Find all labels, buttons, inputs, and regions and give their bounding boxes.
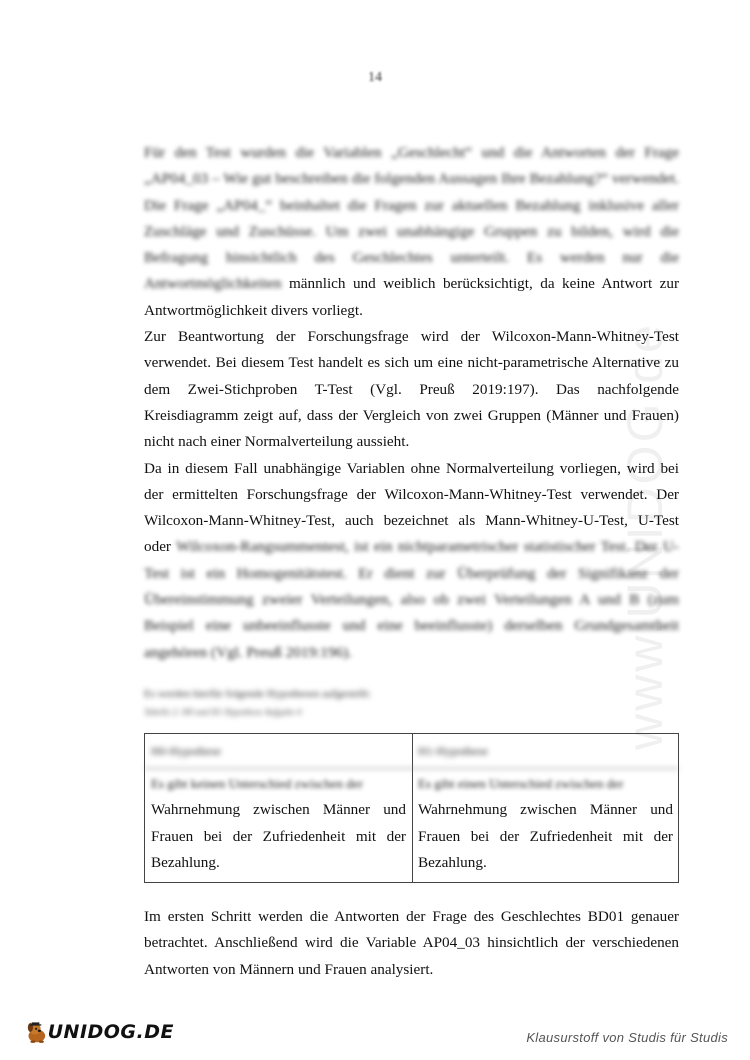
h1-column <box>412 734 679 882</box>
visible-text: Da in diesem Fall unabhängige Variablen ohne Normalverteilung vorliegen, wird bei der ermittelten Forschungsfrage der Wilcoxon-Mann-Whitney-Test verwendet. Der Wilcoxon-Mann-Whitney-Test, auch bezeichnet als Mann-Whitney-U-Test, U-Test oder <box>144 459 679 556</box>
blurred-text: Wilcoxon-Rangsummentest, ist ein nichtparametrischer statistischer Test. Der U-Test ist ein Homogenitätstest. Er dient zur Überprüfung der Signifikanz der Übereinstimmung zweier Verteilungen, also ob zwei Verteilungen A und B (zum Beispiel eine unbeeinflusste und eine beeinflusste) derselben Grundgesamtheit angehören (Vgl. Preuß 2019:196). <box>144 538 679 661</box>
h1-cell <box>412 769 679 876</box>
h0-cell <box>145 769 412 876</box>
h1-blurred-line: Es gibt einen Unterschied zwischen der <box>418 776 624 791</box>
h0-blurred-line: Es gibt keinen Unterschied zwischen der <box>151 776 363 791</box>
footer-slogan: Klausurstoff von Studis für Studis <box>526 1030 728 1045</box>
h0-column <box>145 734 413 882</box>
h0-text: Wahrnehmung zwischen Männer und Frauen bei der Zufriedenheit mit der Bezahlung. <box>151 801 406 871</box>
h1-text: Wahrnehmung zwischen Männer und Frauen bei der Zufriedenheit mit der Bezahlung. <box>418 801 673 871</box>
paragraph-next-steps: Im ersten Schritt werden die Antworten der Frage des Geschlechtes BD01 genauer betrachtet. Anschließend wird die Variable AP04_03 hinsichtlich der verschiedenen Antworten von Männern und Frauen analysiert. <box>144 908 679 978</box>
h0-header: H0-Hypothese <box>145 734 412 769</box>
h1-header: H1-Hypothese <box>412 734 679 769</box>
document-body <box>144 140 679 720</box>
table-caption: Tabelle 2: H0 und H1 Hypothese Aufgabe 4 <box>144 706 302 717</box>
page-number: 14 <box>368 70 382 85</box>
hypotheses-intro: Es werden hierfür folgende Hypothesen aufgestellt: <box>144 687 371 700</box>
visible-text: männlich und weiblich berücksichtigt, da keine Antwort zur Antwortmöglichkeit divers vorliegt. <box>144 275 680 319</box>
paragraph-variables <box>144 140 679 324</box>
paragraph-research-question: Zur Beantwortung der Forschungsfrage wird der Wilcoxon-Mann-Whitney-Test verwendet. Bei diesem Test handelt es sich um eine nicht-parametrische Alternative zu dem Zwei-Stichproben T-Test (Vgl. Preuß 2019:197). Das nachfolgende Kreisdiagramm zeigt auf, dass der Vergleich von zwei Gruppen (Männer und Frauen) nicht nach einer Normalverteilung aussieht. <box>144 328 679 451</box>
unidog-logo <box>24 1012 174 1052</box>
blurred-text: Für den Test wurden die Variablen „Geschlecht“ und die Antworten der Frage „AP04_03 – Wie gut beschreiben die folgenden Aussagen Ihre Bezahlung?“ verwendet. Die Frage „AP04_“ beinhaltet die Fragen zur aktuellen Bezahlung inklusive aller Zuschläge und Zuschüsse. Um zwei unabhängige Gruppen zu bilden, wird die Befragung hinsichtlich des Geschlechtes unterteilt. Es werden nur die Antwortmöglichkeiten <box>144 144 679 293</box>
paragraph-test-description <box>144 456 679 666</box>
hypothesis-table <box>144 733 679 883</box>
logo-text: UNIDOG.DE <box>47 1021 174 1043</box>
dog-icon <box>24 1012 50 1052</box>
watermark: www.UNIDOG.de <box>617 322 673 750</box>
